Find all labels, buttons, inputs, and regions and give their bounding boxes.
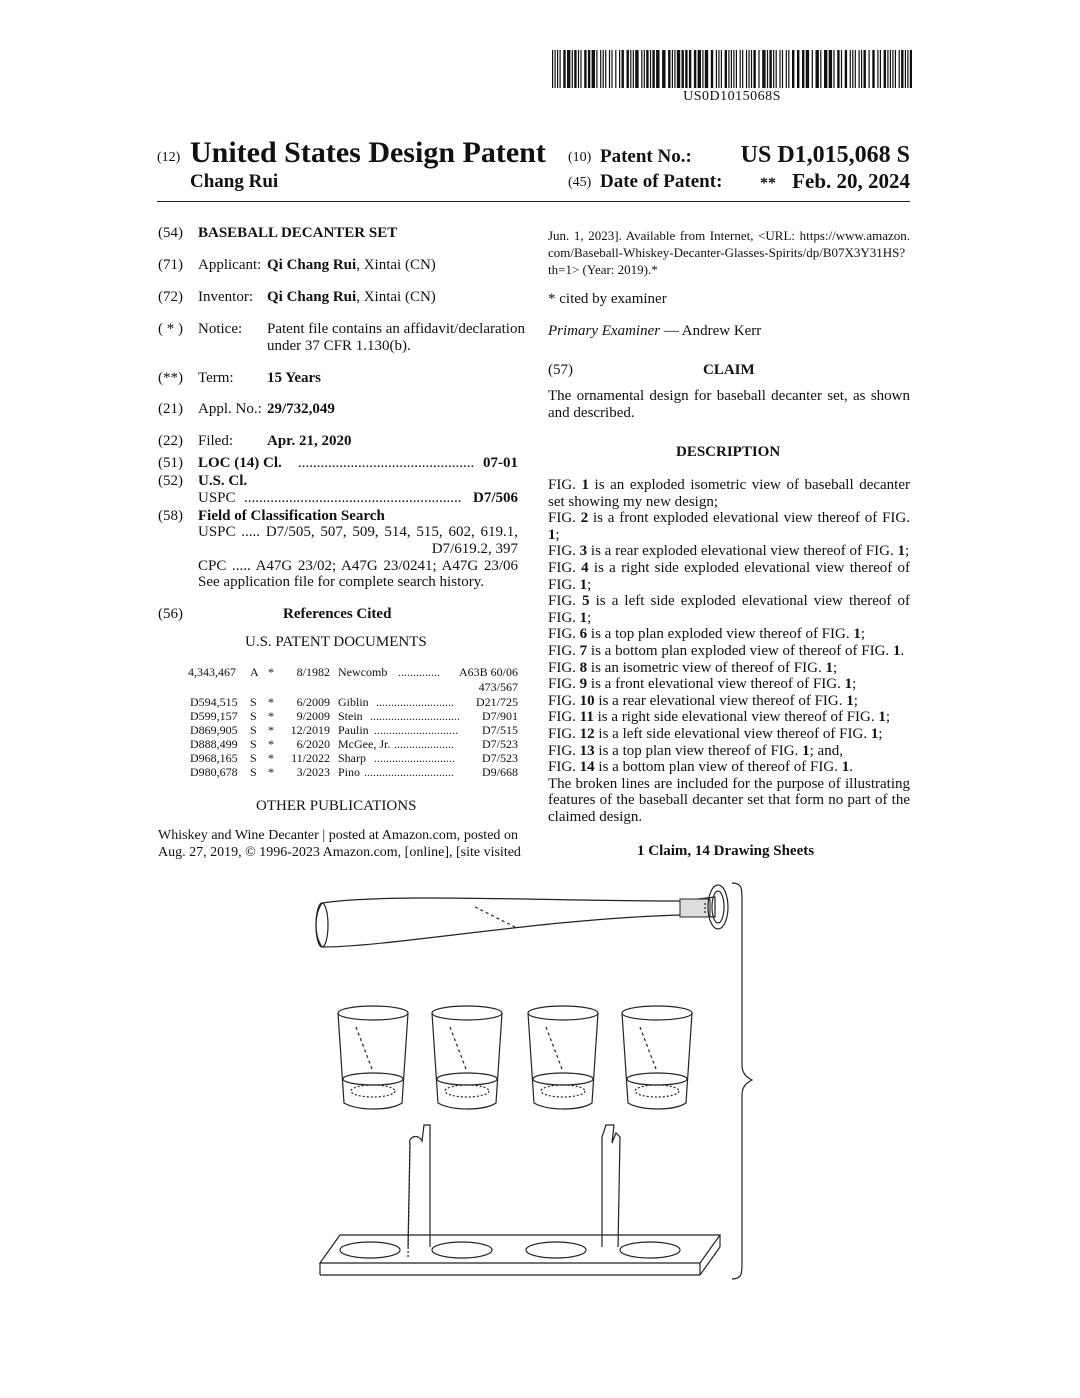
- ref-dots: ............................: [374, 723, 458, 737]
- applicant-place: , Xintai (CN): [356, 257, 436, 273]
- appl-no: 29/732,049: [267, 401, 335, 417]
- us-cl-label: U.S. Cl.: [198, 473, 248, 489]
- barcode-bar: [731, 50, 732, 88]
- barcode-bar: [605, 50, 606, 88]
- barcode-bar: [792, 50, 794, 88]
- barcode-bar: [767, 50, 768, 88]
- ref-kind: S: [250, 723, 257, 737]
- applicant: [267, 257, 436, 274]
- figure-description: FIG. 4 is a right side exploded elevational view thereof of FIG. 1;: [548, 559, 910, 593]
- other-pub-line-2: Aug. 27, 2019, © 1996-2023 Amazon.com, [online], [site visited: [158, 845, 521, 860]
- figure-description: FIG. 11 is a right side elevational view thereof of FIG. 1;: [548, 709, 891, 726]
- inventor: [267, 289, 436, 306]
- barcode-bar: [619, 50, 620, 88]
- barcode-bar: [786, 50, 787, 88]
- barcode-bar: [901, 50, 903, 88]
- barcode-bar: [721, 50, 722, 88]
- filed-label: Filed:: [198, 433, 234, 449]
- barcode-bar: [833, 50, 834, 88]
- barcode-bar: [652, 50, 654, 88]
- barcode-bar: [656, 50, 659, 88]
- applicant-name: Qi Chang Rui: [267, 257, 357, 273]
- term-code: (**): [158, 370, 183, 386]
- primary-examiner-label: Primary Examiner: [548, 323, 661, 339]
- claim-code: (57): [548, 362, 573, 378]
- barcode-bar: [802, 50, 804, 88]
- ref-kind: S: [250, 765, 257, 779]
- barcode-bar: [567, 50, 570, 88]
- examiner-name: Andrew Kerr: [681, 323, 762, 339]
- barcode-bar: [588, 50, 590, 88]
- ref-date: 11/2022: [291, 751, 330, 765]
- figure-description: FIG. 13 is a top plan view thereof of FIG. 1; and,: [548, 742, 843, 759]
- header-code-10: (10): [568, 150, 592, 165]
- barcode-bar: [824, 50, 827, 88]
- barcode-bar: [563, 50, 565, 88]
- ref-class: A63B 60/06: [458, 665, 518, 679]
- description-heading: DESCRIPTION: [676, 444, 781, 460]
- ref-star: *: [268, 737, 274, 751]
- ref-star: *: [268, 695, 274, 709]
- barcode-bar: [641, 50, 642, 88]
- ref-number: D980,678: [190, 765, 238, 779]
- ref-date: 9/2009: [296, 709, 330, 723]
- other-publications-heading: OTHER PUBLICATIONS: [256, 798, 417, 814]
- ref-name: Stein: [338, 709, 363, 723]
- uspc-dots: ..........................................................: [244, 490, 462, 506]
- barcode-bar: [880, 50, 881, 88]
- ref-dots: ..............................: [364, 765, 454, 779]
- ref-star: *: [268, 765, 274, 779]
- barcode-bar: [762, 50, 765, 88]
- barcode-bar: [578, 50, 579, 88]
- figure-description: FIG. 8 is an isometric view of thereof of FIG. 1;: [548, 659, 838, 676]
- barcode-bar: [685, 50, 687, 88]
- f21-code: (21): [158, 401, 183, 417]
- pub-continuation-2: com/Baseball-Whiskey-Decanter-Glasses-Spirits/dp/B07X3Y31HS?: [548, 245, 906, 260]
- figure-description: FIG. 3 is a rear exploded elevational view thereof of FIG. 1;: [548, 543, 910, 560]
- figure-description: FIG. 5 is a left side exploded elevational view thereof of FIG. 1;: [548, 593, 910, 626]
- cited-by-examiner: * cited by examiner: [548, 291, 667, 307]
- ref-date: 8/1982: [296, 665, 330, 679]
- figure-description: FIG. 12 is a left side elevational view thereof of FIG. 1;: [548, 725, 883, 742]
- barcode-bar: [895, 50, 896, 88]
- header-rule: [157, 201, 910, 202]
- barcode-bar: [887, 50, 888, 88]
- barcode-bar: [806, 50, 809, 88]
- ref-name: McGee, Jr.: [338, 737, 391, 751]
- barcode-bar: [555, 50, 556, 88]
- references-cited-heading: References Cited: [283, 606, 392, 622]
- barcode-bar: [776, 50, 777, 88]
- date-of-patent-label: Date of Patent:: [600, 171, 723, 192]
- barcode-bar: [552, 50, 553, 88]
- barcode-bar: [769, 50, 771, 88]
- ref-kind: A: [250, 665, 259, 679]
- barcode-bar: [622, 50, 624, 88]
- ref-dots: ...........................: [374, 751, 455, 765]
- barcode-bar: [890, 50, 891, 88]
- date-stars: **: [760, 175, 776, 192]
- barcode-bar: [677, 50, 680, 88]
- barcode-bar: [864, 50, 866, 88]
- barcode-bar: [748, 50, 749, 88]
- ref-name: Giblin: [338, 695, 369, 709]
- barcode-bar: [907, 50, 908, 88]
- barcode-bar: [574, 50, 576, 88]
- loc-class: 07-01: [483, 455, 518, 471]
- barcode-bar: [855, 50, 856, 88]
- figure-brace: [732, 883, 752, 1279]
- applicant-label: Applicant:: [198, 257, 262, 273]
- barcode-bar: [682, 50, 684, 88]
- barcode-bar: [725, 50, 727, 88]
- barcode-bar: [852, 50, 853, 88]
- term-label: Term:: [198, 370, 234, 386]
- barcode-bar: [668, 50, 670, 88]
- barcode-bar: [782, 50, 783, 88]
- figure-description: FIG. 10 is a rear elevational view thereof of FIG. 1;: [548, 692, 858, 709]
- uspc-class: D7/506: [473, 490, 518, 506]
- ref-number: D599,157: [190, 709, 238, 723]
- other-pub-line-1: Whiskey and Wine Decanter | posted at Amazon.com, posted on: [158, 828, 518, 843]
- ref-number: D888,499: [190, 737, 238, 751]
- us-patent-documents-heading: U.S. PATENT DOCUMENTS: [245, 634, 427, 650]
- barcode-bar: [716, 50, 717, 88]
- ref-number: 4,343,467: [188, 665, 236, 679]
- barcode-bar: [689, 50, 691, 88]
- ref-name: Paulin: [338, 723, 369, 737]
- barcode: [552, 50, 912, 92]
- primary-examiner: [548, 323, 761, 340]
- ref-name: Sharp: [338, 751, 366, 765]
- loc-label: LOC (14) Cl.: [198, 455, 282, 471]
- examiner-separator: —: [660, 323, 682, 339]
- barcode-bar: [910, 50, 912, 88]
- ref-number: D968,165: [190, 751, 238, 765]
- f56-code: (56): [158, 606, 183, 622]
- inventor-label: Inventor:: [198, 289, 253, 305]
- ref-number: D869,905: [190, 723, 238, 737]
- ref-dots: ..........................: [376, 695, 454, 709]
- barcode-bar: [733, 50, 734, 88]
- barcode-bar: [615, 50, 616, 88]
- f71-code: (71): [158, 257, 183, 273]
- barcode-bar: [829, 50, 832, 88]
- barcode-bar: [861, 50, 862, 88]
- barcode-bar: [580, 50, 581, 88]
- whiskey-glasses-drawing: [338, 1006, 692, 1109]
- ref-class: D7/523: [482, 751, 518, 765]
- ref-dots: ..............: [398, 665, 440, 679]
- ref-date: 12/2019: [290, 723, 330, 737]
- barcode-bar: [644, 50, 645, 88]
- barcode-bar: [633, 50, 634, 88]
- f54-code: (54): [158, 225, 183, 241]
- barcode-bar: [859, 50, 860, 88]
- barcode-bar: [596, 50, 597, 88]
- barcode-bar: [662, 50, 665, 88]
- barcode-bar: [877, 50, 878, 88]
- barcode-bar: [630, 50, 631, 88]
- barcode-bar: [758, 50, 759, 88]
- ref-class: D7/523: [482, 737, 518, 751]
- claim-text: The ornamental design for baseball decanter set, as shown and described.: [548, 388, 910, 421]
- barcode-bar: [728, 50, 729, 88]
- pub-continuation-1: Jun. 1, 2023]. Available from Internet, <URL: https://www.amazon.: [548, 228, 910, 243]
- ref-dots: ....................: [394, 737, 454, 751]
- figure-description: FIG. 7 is a bottom plan exploded view of thereof of FIG. 1.: [548, 642, 905, 659]
- broken-lines-statement: The broken lines are included for the purpose of illustrating features of the baseball decanter set that form no part of the claimed design.: [548, 775, 910, 825]
- inventor-place: , Xintai (CN): [356, 289, 436, 305]
- ref-class: D7/515: [482, 723, 518, 737]
- notice-line-2: under 37 CFR 1.130(b).: [267, 338, 411, 354]
- f52-code: (52): [158, 473, 183, 489]
- notice-label: Notice:: [198, 321, 243, 337]
- f22-code: (22): [158, 433, 183, 449]
- barcode-bar: [672, 50, 673, 88]
- barcode-bar: [742, 50, 743, 88]
- ref-class: D9/668: [482, 765, 518, 779]
- claims-and-sheets: 1 Claim, 14 Drawing Sheets: [637, 843, 815, 859]
- f72-code: (72): [158, 289, 183, 305]
- figure-description: FIG. 2 is a front exploded elevational view thereof of FIG. 1;: [548, 510, 910, 543]
- ref-dots: ..............................: [370, 709, 460, 723]
- barcode-bar: [736, 50, 737, 88]
- barcode-bar: [646, 50, 648, 88]
- header-code-45: (45): [568, 175, 592, 190]
- barcode-bar: [746, 50, 747, 88]
- f51-code: (51): [158, 455, 183, 471]
- design-drawing: [300, 875, 760, 1285]
- header-code-12: (12): [157, 150, 181, 165]
- notice-code: ( * ): [158, 321, 183, 337]
- barcode-bar: [740, 50, 741, 88]
- figure-description: FIG. 14 is a bottom plan view of thereof of FIG. 1.: [548, 759, 853, 776]
- barcode-bar: [841, 50, 842, 88]
- barcode-number: US0D1015068S: [683, 89, 781, 104]
- barcode-bar: [609, 50, 610, 88]
- ref-name: Newcomb: [338, 665, 388, 679]
- ref-kind: S: [250, 709, 257, 723]
- ref-kind: S: [250, 751, 257, 765]
- ref-date: 3/2023: [296, 765, 330, 779]
- barcode-bar: [872, 50, 874, 88]
- barcode-bar: [603, 50, 604, 88]
- barcode-bar: [837, 50, 839, 88]
- barcode-bar: [812, 50, 813, 88]
- barcode-bar: [557, 50, 558, 88]
- barcode-bar: [869, 50, 870, 88]
- ref-number: D594,515: [190, 695, 238, 709]
- ref-star: *: [268, 709, 274, 723]
- patent-number: US D1,015,068 S: [740, 142, 910, 168]
- patent-no-label: Patent No.:: [600, 146, 692, 167]
- barcode-bar: [845, 50, 847, 88]
- barcode-bar: [592, 50, 595, 88]
- field-search-cpc: CPC ..... A47G 23/02; A47G 23/0241; A47G 23/06: [198, 558, 518, 574]
- field-search-uspc-1: USPC ..... D7/505, 507, 509, 514, 515, 602, 619.1,: [198, 524, 518, 540]
- ref-class: D21/725: [476, 695, 518, 709]
- serving-stand-drawing: [320, 1125, 720, 1275]
- claim-heading: CLAIM: [703, 362, 755, 378]
- loc-dots: ...............................................: [298, 455, 474, 471]
- ref-date: 6/2020: [296, 737, 330, 751]
- barcode-bar: [705, 50, 708, 88]
- barcode-bar: [773, 50, 774, 88]
- field-search-uspc-2: D7/619.2, 397: [431, 541, 518, 557]
- date-of-patent: Feb. 20, 2024: [792, 169, 910, 193]
- figure-description: FIG. 6 is a top plan exploded view thereof of FIG. 1;: [548, 626, 866, 643]
- barcode-bar: [905, 50, 906, 88]
- filed-date: Apr. 21, 2020: [267, 433, 352, 449]
- barcode-bar: [627, 50, 629, 88]
- design-title: BASEBALL DECANTER SET: [198, 225, 398, 241]
- term-value: 15 Years: [267, 370, 322, 386]
- barcode-bar: [711, 50, 713, 88]
- barcode-bar: [702, 50, 703, 88]
- figure-description: FIG. 1 is an exploded isometric view of baseball decanter set showing my new design;: [548, 477, 910, 510]
- ref-star: *: [268, 751, 274, 765]
- barcode-bar: [816, 50, 819, 88]
- barcode-bar: [751, 50, 752, 88]
- barcode-bar: [718, 50, 719, 88]
- f58-code: (58): [158, 508, 183, 524]
- barcode-bar: [674, 50, 675, 88]
- ref-kind: S: [250, 695, 257, 709]
- barcode-bar: [694, 50, 696, 88]
- barcode-bar: [850, 50, 851, 88]
- barcode-bar: [560, 50, 561, 88]
- barcode-bar: [797, 50, 799, 88]
- barcode-bar: [572, 50, 573, 88]
- barcode-bar: [884, 50, 886, 88]
- barcode-bar: [635, 50, 638, 88]
- barcode-bar: [779, 50, 780, 88]
- barcode-bar: [650, 50, 651, 88]
- ref-star: *: [268, 723, 274, 737]
- barcode-bar: [698, 50, 701, 88]
- ref-star: *: [268, 665, 274, 679]
- ref-kind: S: [250, 737, 257, 751]
- patent-type-title: United States Design Patent: [190, 136, 546, 169]
- inventor-name: Qi Chang Rui: [267, 289, 357, 305]
- barcode-bar: [753, 50, 755, 88]
- barcode-bar: [600, 50, 601, 88]
- field-search-note: See application file for complete search history.: [198, 574, 485, 590]
- barcode-bar: [788, 50, 789, 88]
- figure-description: FIG. 9 is a front elevational view thereof of FIG. 1;: [548, 676, 857, 693]
- barcode-bar: [820, 50, 821, 88]
- ref-date: 6/2009: [296, 695, 330, 709]
- notice-line-1: Patent file contains an affidavit/declaration: [267, 321, 525, 337]
- barcode-bar: [611, 50, 612, 88]
- figure-descriptions: [548, 477, 910, 825]
- inventor-surname: Chang Rui: [190, 171, 279, 192]
- barcode-bar: [892, 50, 893, 88]
- ref-class-secondary: 473/567: [478, 680, 518, 694]
- barcode-bar: [899, 50, 900, 88]
- appl-no-label: Appl. No.:: [198, 401, 262, 417]
- uspc-label: USPC: [198, 490, 236, 506]
- barcode-bar: [584, 50, 586, 88]
- ref-class: D7/901: [482, 709, 518, 723]
- baseball-bat-drawing: [316, 885, 728, 947]
- field-search-label: Field of Classification Search: [198, 508, 385, 524]
- pub-continuation-3: th=1> (Year: 2019).*: [548, 262, 658, 277]
- ref-name: Pino: [338, 765, 361, 779]
